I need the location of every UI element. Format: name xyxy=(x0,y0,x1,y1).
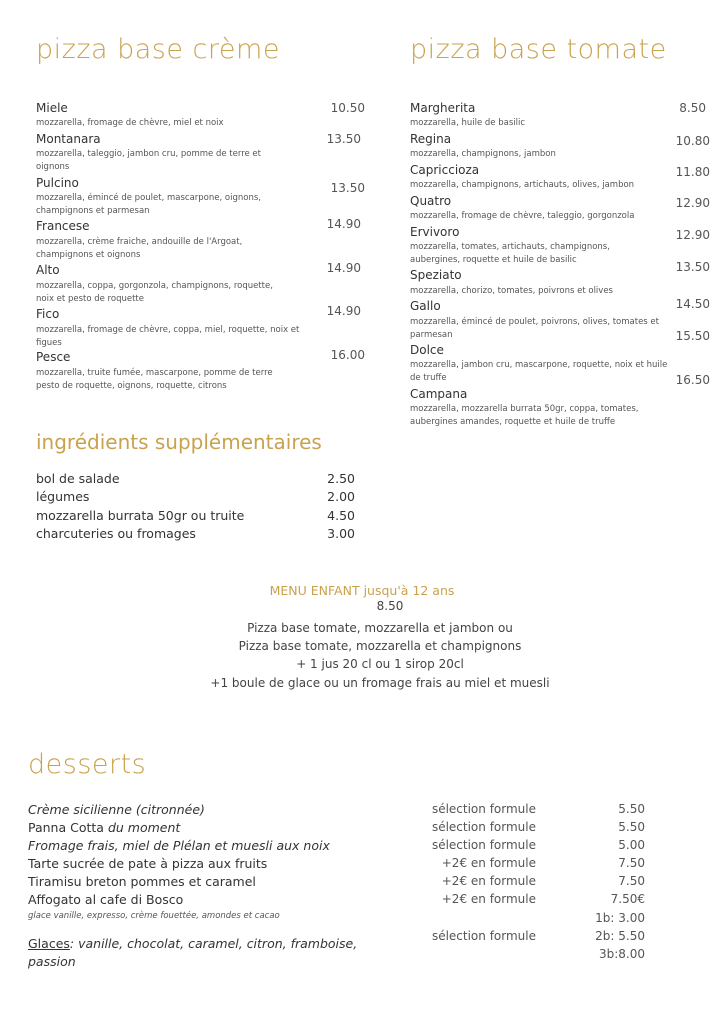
glaces-price-3b: 3b:8.00 xyxy=(598,947,645,961)
menu-item-desc: mozzarella, fromage de chèvre, coppa, miel, roquette, noix et figues xyxy=(36,325,300,348)
supplement-price: 2.50 xyxy=(327,471,355,486)
menu-item-price: 14.90 xyxy=(326,217,361,231)
menu-item-name: Francese xyxy=(36,219,90,233)
menu-item-price: 12.90 xyxy=(675,196,710,210)
kids-menu-line: + 1 jus 20 cl ou 1 sirop 20cl xyxy=(296,657,464,671)
menu-item-price: 14.90 xyxy=(326,304,361,318)
menu-item-price: 16.00 xyxy=(330,348,365,362)
supplement-price: 2.00 xyxy=(327,489,355,504)
menu-item-name: Speziato xyxy=(410,268,462,282)
supplement-name: légumes xyxy=(36,489,90,504)
glaces-text: : vanille, chocolat, caramel, citron, framboise, xyxy=(69,936,358,951)
dessert-price: 5.50 xyxy=(618,802,645,816)
dessert-price: 5.50 xyxy=(618,820,645,834)
menu-item-desc: mozzarella, champignons, artichauts, olives, jambon xyxy=(410,180,635,190)
dessert-price: 7.50€ xyxy=(610,892,645,906)
menu-item-price: 15.50 xyxy=(675,329,710,343)
menu-item-price: 10.50 xyxy=(330,101,365,115)
kids-menu-line: Pizza base tomate, mozzarella et champignons xyxy=(238,639,522,653)
menu-item-desc: mozzarella, fromage de chèvre, taleggio, gorgonzola xyxy=(410,211,635,221)
menu-item-desc: mozzarella, tomates, artichauts, champignons, aubergines, roquette et huile de basilic xyxy=(410,242,610,265)
section-title-creme: pizza base crème xyxy=(36,34,280,65)
dessert-name: Crème sicilienne (citronnée) xyxy=(28,802,205,817)
menu-item-desc: mozzarella, chorizo, tomates, poivrons et olives xyxy=(410,286,613,296)
menu-item-name: Campana xyxy=(410,387,468,401)
dessert-formule: +2€ en formule xyxy=(441,856,536,870)
dessert-name: Fromage frais, miel de Plélan et muesli aux noix xyxy=(28,838,330,853)
menu-item-name: Pulcino xyxy=(36,176,79,190)
supplement-name: bol de salade xyxy=(36,471,120,486)
supplement-name: charcuteries ou fromages xyxy=(36,526,196,541)
supplement-name: mozzarella burrata 50gr ou truite xyxy=(36,508,245,523)
menu-item-price: 13.50 xyxy=(326,132,361,146)
glaces-line-2: passion xyxy=(28,954,76,969)
menu-item-name: Quatro xyxy=(410,194,452,208)
dessert-name: Panna Cotta du moment xyxy=(28,820,181,835)
affogato-note: glace vanille, expresso, crème fouettée, amondes et cacao xyxy=(28,911,280,921)
menu-item-desc: mozzarella, crème fraiche, andouille de l'Argoat, champignons et oignons xyxy=(36,237,243,260)
glaces-line xyxy=(28,936,357,951)
dessert-formule: sélection formule xyxy=(431,838,536,852)
menu-item-desc: mozzarella, émincé de poulet, mascarpone, oignons, champignons et parmesan xyxy=(36,193,261,216)
glaces-formule: sélection formule xyxy=(431,929,536,943)
menu-item-desc: mozzarella, coppa, gorgonzola, champignons, roquette, noix et pesto de roquette xyxy=(36,281,273,304)
menu-item-name: Gallo xyxy=(410,299,441,313)
menu-item-name: Ervivoro xyxy=(410,225,460,239)
dessert-formule: sélection formule xyxy=(431,820,536,834)
kids-menu-line: Pizza base tomate, mozzarella et jambon ou xyxy=(247,621,513,635)
kids-menu-title: MENU ENFANT jusqu'à 12 ans xyxy=(269,583,455,598)
supplement-price: 4.50 xyxy=(327,508,355,523)
dessert-name: Affogato al cafe di Bosco xyxy=(28,892,184,907)
menu-item-name: Margherita xyxy=(410,101,476,115)
menu-item-name: Fico xyxy=(36,307,60,321)
kids-menu-line: +1 boule de glace ou un fromage frais au miel et muesli xyxy=(210,676,550,690)
section-title-tomate: pizza base tomate xyxy=(410,34,667,65)
menu-item-price: 8.50 xyxy=(679,101,706,115)
glaces-price-2b: 2b: 5.50 xyxy=(595,929,645,943)
menu-item-price: 14.90 xyxy=(326,261,361,275)
section-title-desserts: desserts xyxy=(28,749,147,780)
menu-item-desc: mozzarella, jambon cru, mascarpone, roquette, noix et huile de truffe xyxy=(410,360,668,383)
supplement-price: 3.00 xyxy=(327,526,355,541)
menu-item-price: 16.50 xyxy=(675,373,710,387)
menu-item-name: Regina xyxy=(410,132,452,146)
menu-item-name: Dolce xyxy=(410,343,444,357)
dessert-price: 7.50 xyxy=(618,856,645,870)
menu-item-desc: mozzarella, champignons, jambon xyxy=(410,149,556,159)
glaces-label: Glaces xyxy=(28,936,70,951)
dessert-formule: +2€ en formule xyxy=(441,892,536,906)
menu-item-desc: mozzarella, taleggio, jambon cru, pomme de terre et oignons xyxy=(36,149,261,172)
kids-menu-price: 8.50 xyxy=(376,599,404,613)
dessert-price: 7.50 xyxy=(618,874,645,888)
menu-item-price: 10.80 xyxy=(675,134,710,148)
menu-item-desc: mozzarella, huile de basilic xyxy=(410,118,526,128)
dessert-formule: sélection formule xyxy=(431,802,536,816)
menu-item-price: 14.50 xyxy=(675,297,710,311)
menu-item-price: 11.80 xyxy=(675,165,710,179)
menu-item-name: Alto xyxy=(36,263,60,277)
dessert-formule: +2€ en formule xyxy=(441,874,536,888)
menu-item-price: 12.90 xyxy=(675,228,710,242)
menu-item-desc: mozzarella, fromage de chèvre, miel et noix xyxy=(36,118,224,128)
menu-item-desc: mozzarella, mozzarella burrata 50gr, coppa, tomates, aubergines amandes, roquette et huile de truffe xyxy=(410,404,639,427)
dessert-price: 5.00 xyxy=(618,838,645,852)
menu-item-desc: mozzarella, émincé de poulet, poivrons, olives, tomates et parmesan xyxy=(410,317,659,340)
menu-item-name: Montanara xyxy=(36,132,101,146)
menu-item-name: Pesce xyxy=(36,350,71,364)
menu-item-desc: mozzarella, truite fumée, mascarpone, pomme de terre pesto de roquette, oignons, roquette, citrons xyxy=(36,368,273,391)
menu-item-price: 13.50 xyxy=(675,260,710,274)
section-title-supplements: ingrédients supplémentaires xyxy=(36,430,322,454)
menu-item-name: Capriccioza xyxy=(410,163,480,177)
glaces-price-1b: 1b: 3.00 xyxy=(595,911,645,925)
menu-item-name: Miele xyxy=(36,101,68,115)
dessert-name: Tiramisu breton pommes et caramel xyxy=(28,874,256,889)
dessert-name: Tarte sucrée de pate à pizza aux fruits xyxy=(28,856,268,871)
menu-item-price: 13.50 xyxy=(330,181,365,195)
